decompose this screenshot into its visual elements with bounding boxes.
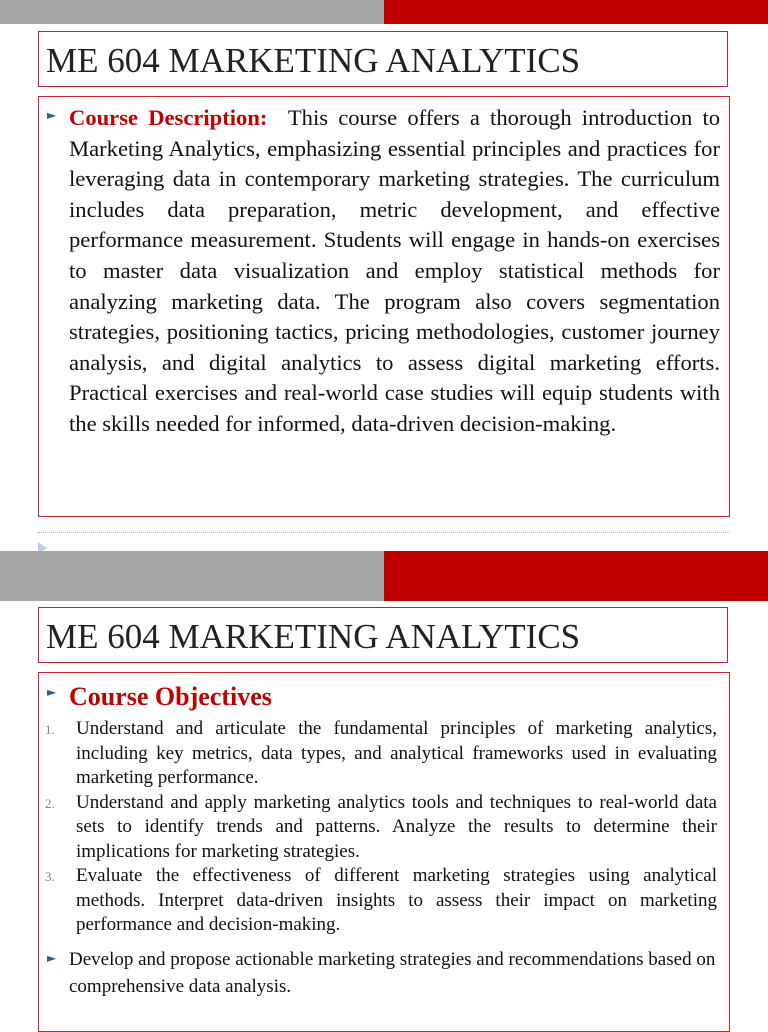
header-band-grey <box>0 0 384 24</box>
extra-objective-text: Develop and propose actionable marketing strategies and recommendations based on comprehensive data analysis. <box>69 948 716 997</box>
bullet-arrow-icon: ► <box>47 108 57 122</box>
slide-1-title: ME 604 MARKETING ANALYTICS <box>38 31 728 87</box>
objective-number: 2. <box>45 795 55 811</box>
bullet-arrow-icon: ► <box>47 685 57 699</box>
header-band-2 <box>0 551 768 601</box>
header-band <box>0 0 768 24</box>
course-objectives-box <box>38 672 730 1032</box>
objective-number: 1. <box>45 722 55 737</box>
course-description-label: Course Description: <box>69 105 268 130</box>
objectives-list <box>45 717 717 938</box>
header-band-grey <box>0 551 384 601</box>
objective-item <box>45 791 717 865</box>
course-description-box <box>38 96 730 517</box>
header-band-red <box>384 0 768 24</box>
slide-2-title: ME 604 MARKETING ANALYTICS <box>38 607 728 663</box>
objective-item <box>45 864 717 938</box>
extra-objective <box>47 946 717 1000</box>
objective-text: Evaluate the effectiveness of different marketing strategies using analytical methods. Interpret data-driven insights to assess their impact on marketing performance and decision-making. <box>76 865 717 935</box>
course-objectives-heading: Course Objectives <box>69 682 272 711</box>
bullet-arrow-icon: ► <box>47 950 57 965</box>
course-description <box>69 103 720 440</box>
objective-number: 3. <box>45 869 55 884</box>
objective-text: Understand and articulate the fundamental principles of marketing analytics, including key metrics, data types, and analytical frameworks used in evaluating marketing performance. <box>76 718 717 788</box>
objective-text: Understand and apply marketing analytics tools and techniques to real-world data sets to identify trends and patterns. Analyze the results to determine their implications for marketing strategies. <box>76 791 717 862</box>
objective-item <box>45 717 717 791</box>
slide-divider <box>38 532 730 533</box>
header-band-red <box>384 551 768 601</box>
course-description-text: This course offers a thorough introduction to Marketing Analytics, emphasizing essential principles and practices for leveraging data in contemporary marketing strategies. The curriculum includes data preparation, metric development, and effective performance measurement. Students will engage in hands-on exercises to master data visualization and employ statistical methods for analyzing marketing data. The program also covers segmentation strategies, positioning tactics, pricing methodologies, customer journey analysis, and digital analytics to assess digital marketing efforts. Practical exercises and real-world case studies will equip students with the skills needed for informed, data-driven decision-making. <box>69 105 721 436</box>
